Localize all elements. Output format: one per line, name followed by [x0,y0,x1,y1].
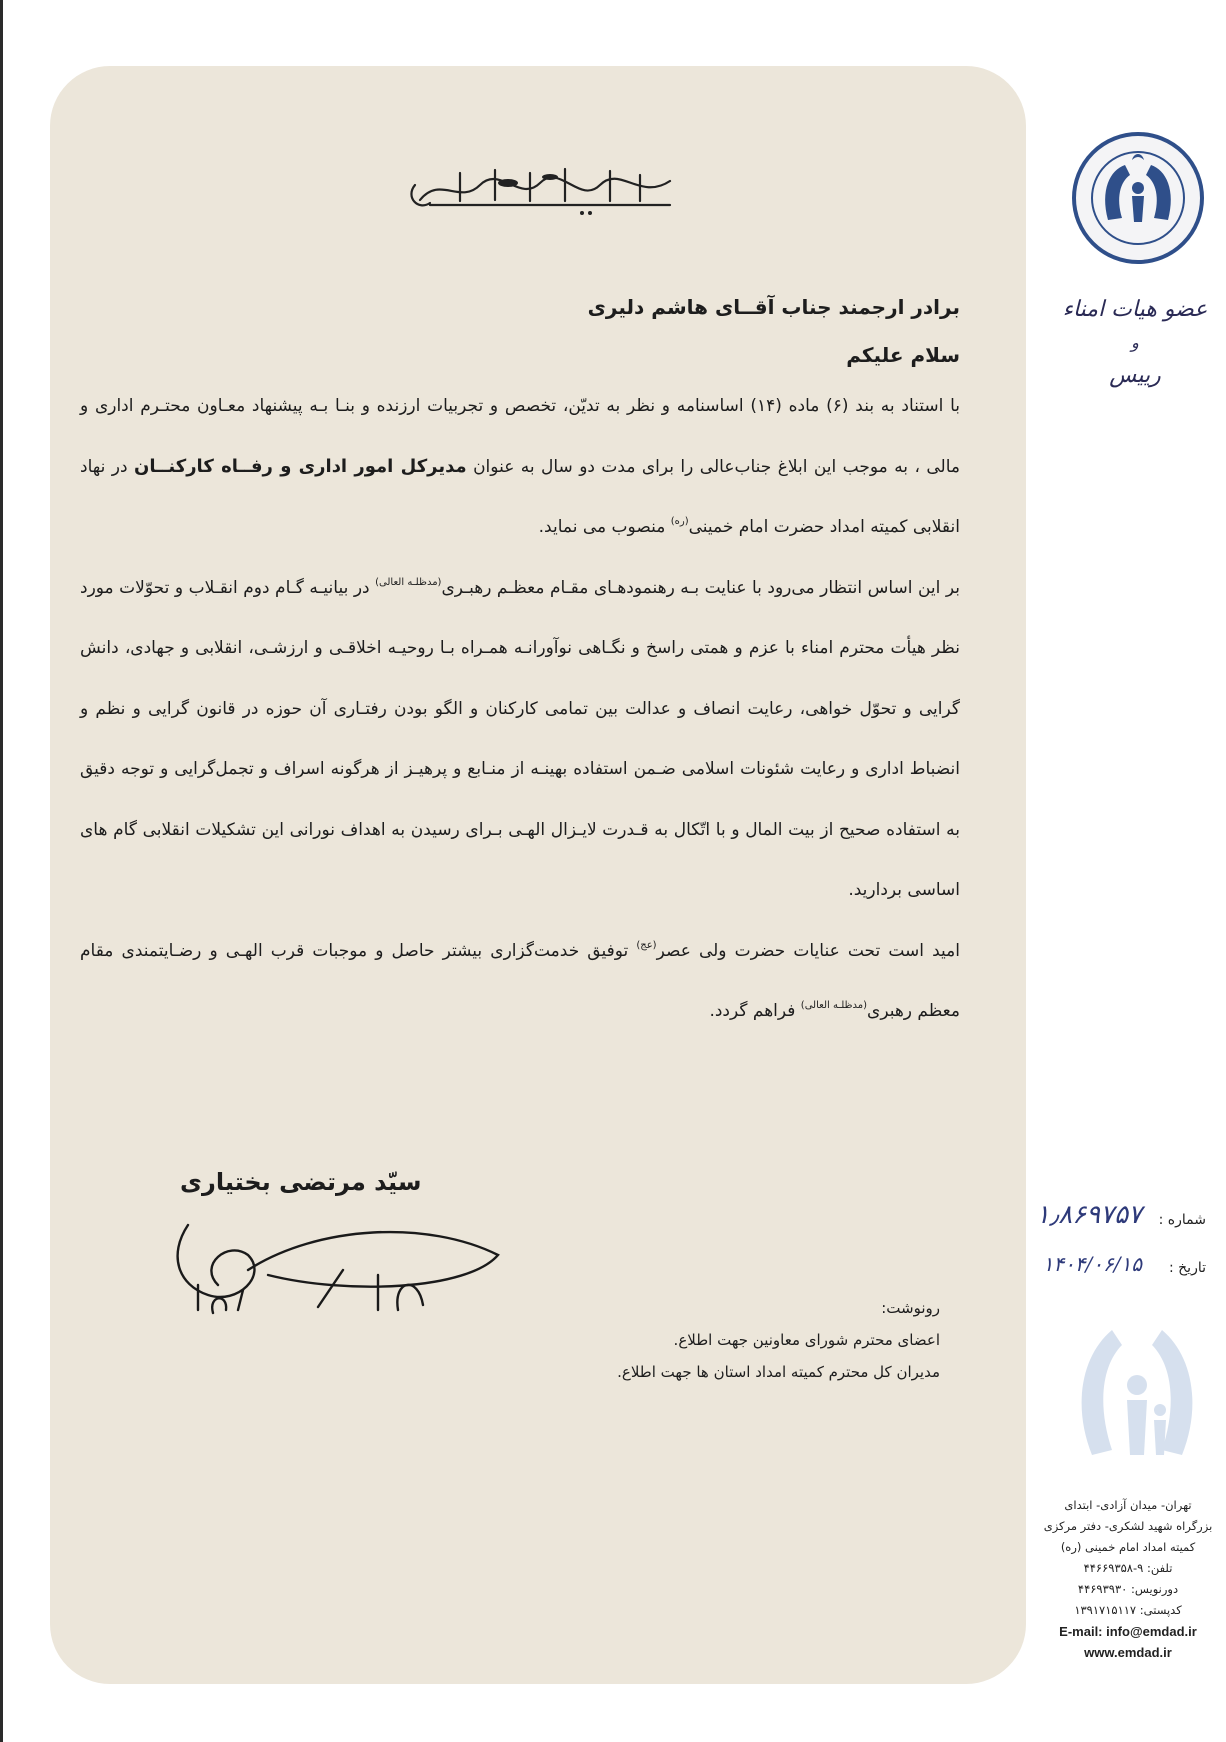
emdad-logo [1070,130,1206,266]
council-title: عضو هیات امناء و رییس [1062,297,1208,388]
page-edge [0,0,3,1742]
cc-title: رونوشت: [881,1299,940,1317]
watermark-emblem [1062,1305,1212,1475]
email: E-mail: info@emdad.ir [1059,1624,1197,1639]
handwritten-signature [168,1215,518,1335]
number-label: شماره : [1158,1212,1206,1228]
paragraph-appointment: با استناد به بند (۶) ماده (۱۴) اساسنامه و نظر به تدیّن، تخصص و تجربیات ارزنده و بنـا بـه پیشنهاد معـاون محتـرم اداری و مالی ، به موجب این ابلاغ جناب‌عالی را برای مدت دو سال به عنوان مدیرکل امور اداری و رفــاه کارکنــان در نهاد انقلابی کمیته امداد حضرت امام خمینی$^{(ره)}$ منصوب می نماید. [80,396,960,537]
carbon-copy [560,1292,940,1388]
website: www.emdad.ir [1084,1645,1172,1660]
appointment-title: مدیرکل امور اداری و رفــاه کارکنــان [133,455,467,477]
paragraph-expectations: بر این اساس انتظار می‌رود با عنایت بـه رهنمودهـای مقـام معظـم رهبـری$^{(مدظلـه العالی)}$ در بیانیـه گـام دوم انقـلاب و تحوّلات مورد نظر هیأت محترم امناء با عزم و همتی راسخ و نگـاهی نوآورانـه همـراه بـا روحیـه اخلاقـی و ارزشـی، انقلابی و جهادی، دانش گرایی و تحوّل خواهی، رعایت انصاف و عدالت بین تمامی کارکنان و الگو بودن رفتـاری آن حوزه در قانون گرایی و نظم و انضباط اداری و رعایت شئونات اسلامی ضـمن استفاده بهینـه از منـابع و پرهیـز از هرگونه اسراف و تجمل‌گرایی و توجه دقیق به استفاده صحیح از بیت المال و با اتّکال به قـدرت لایـزال الهـی بـرای رسیدن به اهداف نورانی این تشکیلات انقلابی گام های اساسی بردارید. [80,576,960,900]
paragraph-closing: امید است تحت عنایات حضرت ولی عصر$^{(عج)}$ توفیق خدمت‌گزاری بیشتر حاصل و موجبات قرب الهـی و رضـایتمندی مقام معظم رهبری$^{(مدظلـه العالی)}$ فراهم گردد. [80,939,960,1021]
greeting: سلام علیکم [846,343,960,367]
phone: تلفن: ۹-۴۴۶۶۹۳۵۸ [1083,1561,1173,1575]
date-value: ۱۴۰۴/۰۶/۱۵ [1042,1252,1142,1276]
basmala-calligraphy [400,155,700,225]
postal-code: کدپستی: ۱۳۹۱۷۱۵۱۱۷ [1074,1603,1182,1617]
salutation: برادر ارجمند جناب آقــای هاشم دلیری [587,295,960,319]
fax: دورنویس: ۴۴۶۹۳۹۳۰ [1077,1582,1179,1596]
letter-date-row [1040,1250,1226,1286]
number-value: ۱٫۸۶۹۷۵۷ [1035,1200,1142,1230]
cc-line: مدیران کل محترم کمیته امداد استان ها جهت اطلاع. [617,1363,940,1381]
address-block: تهران- میدان آزادی- ابتدای بزرگراه شهید لشکری- دفتر مرکزی کمیته امداد امام خمینی (ره) تلفن: ۹-۴۴۶۶۹۳۵۸ دورنویس: ۴۴۶۹۳۹۳۰ کدپستی: ۱۳۹۱۷۱۵۱۱۷ E-mail: info@emdad.ir www.emdad.ir [1040,1495,1216,1663]
cc-line: اعضای محترم شورای معاونین جهت اطلاع. [673,1331,940,1349]
signatory-name: سیّد مرتضی بختیاری [180,1168,422,1196]
side-column [1035,0,1226,1742]
letter-number-row [1035,1200,1226,1236]
letter-body [80,290,960,1042]
date-label: تاریخ : [1168,1260,1206,1276]
